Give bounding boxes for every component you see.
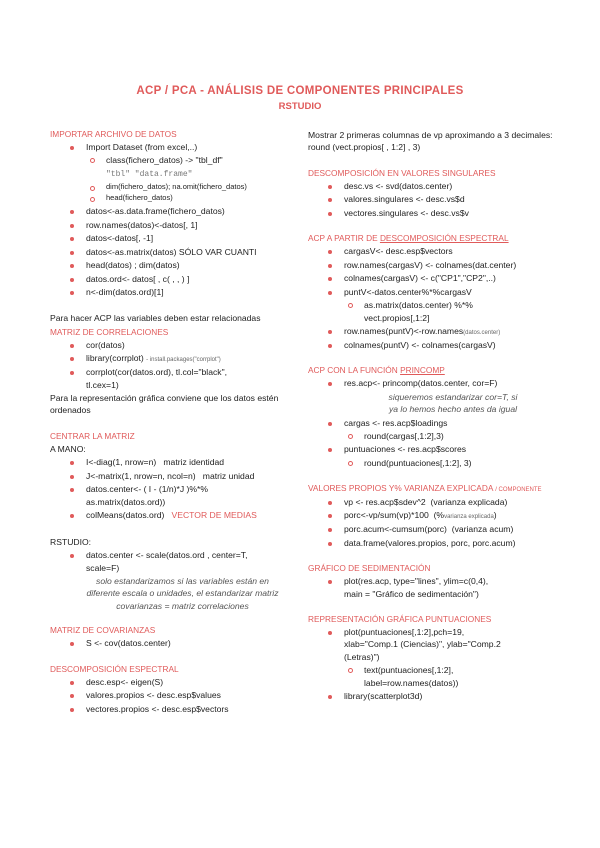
list-item — [308, 325, 558, 338]
code-text: colMeans(datos.ord) — [86, 510, 165, 521]
list-item: plot(res.acp, type="lines", ylim=c(0,4), main = "Gráfico de sedimentación") — [308, 575, 558, 600]
section-heading-correlaciones: MATRIZ DE CORRELACIONES — [50, 326, 169, 337]
list-item: cor(datos) — [50, 339, 285, 351]
code-text: "tbl" "data.frame" — [106, 169, 193, 179]
sub-list-item: round(puntuaciones[,1:2], 3) — [308, 457, 558, 469]
sub-list-item — [50, 154, 285, 180]
list-item: desc.vs <- svd(datos.center) — [308, 180, 558, 192]
list-item — [50, 483, 285, 508]
list-item: colnames(puntV) <- colnames(cargasV) — [308, 339, 558, 351]
list-item: cargasV<- desc.esp$vectors — [308, 245, 558, 257]
left-column — [50, 128, 285, 716]
note: siqueremos estandarizar cor=T, si ya lo hemos hecho antes da igual — [388, 391, 518, 415]
list-item: S <- cov(datos.center) — [50, 637, 285, 649]
code-text: vect.propios[,1:2] — [364, 312, 430, 323]
code-text: class(fichero_datos) -> "tbl_df" — [106, 155, 223, 166]
list-item: n<-dim(datos.ord)[1] — [50, 286, 285, 298]
list-item — [50, 509, 285, 521]
paragraph: Para hacer ACP las variables deben estar relacionadas — [50, 313, 261, 324]
list-item: plot(puntuaciones[,1:2],pch=19, xlab="Comp.1 (Ciencias)", ylab="Comp.2 (Letras)") — [308, 626, 558, 663]
code-text: row.names(puntV)<-row.names — [344, 326, 464, 337]
code-text: library(corrplot) — [86, 353, 144, 364]
list-item: porc<-vp/sum(vp)*100 (%varianza explicada) — [308, 509, 558, 522]
list-item: row.names(cargasV) <- colnames(dat.center) — [308, 259, 558, 271]
list-item: vectores.singulares <- desc.vs$v — [308, 207, 558, 219]
code-text: corrplot(cor(datos.ord), tl.col="black", — [86, 367, 228, 378]
list-item: valores.singulares <- desc.vs$d — [308, 193, 558, 205]
annotation: VECTOR DE MEDIAS — [171, 510, 257, 521]
code-text: tl.cex=1) — [86, 379, 119, 390]
list-item — [50, 366, 285, 391]
code-text: J<-matrix(1, nrow=n, ncol=n) — [86, 470, 196, 481]
annotation: matriz unidad — [202, 470, 255, 481]
list-item: datos<-as.data.frame(fichero_datos) — [50, 205, 285, 217]
paragraph: Mostrar 2 primeras columnas de vp aproximando a 3 decimales: round (vect.propios[ , 1:2] , 3) — [308, 130, 553, 153]
list-item: row.names(datos)<-datos[, 1] — [50, 219, 285, 231]
code-text: datos.center <- scale(datos.ord , center=T, — [86, 550, 248, 561]
sub-list-item — [308, 299, 558, 324]
section-heading-svd: DESCOMPOSICIÓN EN VALORES SINGULARES — [308, 167, 496, 178]
list-item: cargas <- res.acp$loadings — [308, 417, 558, 429]
list-item: library(scatterplot3d) — [308, 690, 558, 702]
list-item — [50, 352, 285, 365]
label-a-mano: A MANO: — [50, 443, 86, 454]
sub-list-item: round(cargas[,1:2],3) — [308, 430, 558, 442]
annotation: matriz identidad — [163, 457, 225, 468]
section-heading-sedimentacion: GRÁFICO DE SEDIMENTACIÓN — [308, 563, 431, 574]
list-item: desc.esp<- eigen(S) — [50, 676, 285, 688]
list-item: vectores.propios <- desc.esp$vectors — [50, 703, 285, 715]
section-heading-representacion: REPRESENTACIÓN GRÁFICA PUNTUACIONES — [308, 614, 492, 624]
install-note: - install.packages("corrplot") — [146, 357, 221, 364]
list-item: puntV<-datos.center%*%cargasV — [308, 286, 558, 298]
section-heading-varianza: VALORES PROPIOS Y% VARIANZA EXPLICADA / COMPONENTE — [308, 483, 542, 494]
list-item: vp <- res.acp$sdev^2 (varianza explicada) — [308, 496, 558, 508]
sub-list-item: dim(fichero_datos); na.omit(fichero_datos) — [50, 182, 285, 193]
code-text: (datos.center) — [463, 330, 501, 337]
section-heading-covarianzas: MATRIZ DE COVARIANZAS — [50, 625, 156, 636]
list-item: Import Dataset (from excel,..) — [50, 141, 285, 153]
label-rstudio: RSTUDIO: — [50, 536, 92, 547]
list-item: datos<-datos[, -1] — [50, 232, 285, 244]
paragraph: Para la representación gráfica conviene que los datos estén ordenados — [50, 392, 279, 416]
list-item: colnames(cargasV) <- c("CP1","CP2",..) — [308, 272, 558, 284]
list-item: res.acp<- princomp(datos.center, cor=F) — [308, 377, 558, 389]
list-item: data.frame(valores.propios, porc, porc.acum) — [308, 537, 558, 549]
list-item: datos<-as.matrix(datos) SÓLO VAR CUANTI — [50, 246, 285, 258]
code-text: as.matrix(datos.ord)) — [86, 496, 166, 507]
list-item: head(datos) ; dim(datos) — [50, 259, 285, 271]
list-item — [50, 456, 285, 468]
section-heading-centrar: CENTRAR LA MATRIZ — [50, 430, 135, 441]
page-subtitle: RSTUDIO — [278, 101, 322, 112]
code-text: scale=F) — [86, 562, 120, 573]
list-item: puntuaciones <- res.acp$scores — [308, 443, 558, 455]
code-text: I<-diag(1, nrow=n) — [86, 457, 157, 468]
list-item — [50, 549, 285, 574]
right-column — [308, 128, 558, 704]
list-item: valores.propios <- desc.esp$values — [50, 689, 285, 701]
code-text: as.matrix(datos.center) %*% — [364, 300, 473, 311]
note: solo estandarizamos si las variables están en diferente escala o unidades, el estandarizar matriz covarianzas = matriz correlaciones — [86, 575, 279, 611]
section-heading-espectral: DESCOMPOSICIÓN ESPECTRAL — [50, 663, 179, 674]
list-item — [50, 470, 285, 482]
code-text: datos.center<- ( I - (1/n)*J )%*% — [86, 484, 209, 495]
list-item: datos.ord<- datos[ , c( , , ) ] — [50, 273, 285, 285]
section-heading-princomp: ACP CON LA FUNCIÓN PRINCOMP — [308, 365, 445, 376]
sub-list-item: head(fichero_datos) — [50, 193, 285, 204]
section-heading-acp-espectral: ACP A PARTIR DE DESCOMPOSICIÓN ESPECTRAL — [308, 233, 509, 244]
sub-list-item: text(puntuaciones[,1:2], label=row.names(datos)) — [308, 664, 558, 689]
section-heading-importar: IMPORTAR ARCHIVO DE DATOS — [50, 129, 177, 139]
list-item: porc.acum<-cumsum(porc) (varianza acum) — [308, 523, 558, 535]
page-title: ACP / PCA - ANÁLISIS DE COMPONENTES PRINCIPALES — [136, 85, 464, 97]
